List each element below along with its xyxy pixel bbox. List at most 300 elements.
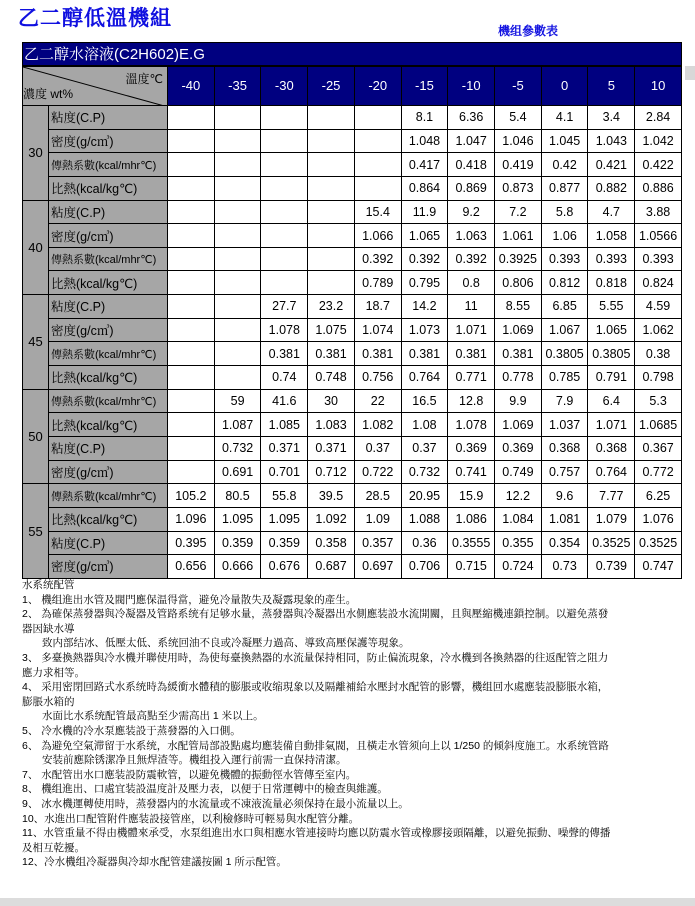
value-cell: 0.724 [495,555,542,579]
value-cell: 0.712 [308,460,355,484]
value-cell: 27.7 [261,295,308,319]
value-cell: 0.368 [588,436,635,460]
value-cell: 1.071 [448,318,495,342]
note-item: 11、水管重量不得由機體來承受，水泵组進出水口與相應水管連接時均應以防震水管或橡膠接頭隔離，以避免振動、噪聲的傳播及相互乾擾。 [22,827,611,854]
temperature-header: -25 [308,66,355,106]
value-cell: 105.2 [168,484,215,508]
note-item: 9、 冰水機運轉使用時，蒸發器内的水流量或不凍液流量必须保持在最小流量以上。 [22,797,409,810]
table-caption: 乙二醇水溶液(C2H602)E.G [23,43,682,66]
value-cell: 11.9 [401,200,448,224]
table-row [23,106,682,130]
value-cell [168,318,215,342]
value-cell: 0.393 [588,247,635,271]
value-cell: 0.371 [308,436,355,460]
value-cell: 15.4 [354,200,401,224]
value-cell: 7.77 [588,484,635,508]
value-cell [308,224,355,248]
note-item: 8、 機组進出、口處宜装設温度計及壓力表，以便于日常運轉中的檢查與維護。 [22,783,388,796]
value-cell: 0.355 [495,531,542,555]
property-label: 密度(g/c㎥) [49,224,168,248]
value-cell: 0.886 [635,176,682,200]
value-cell: 0.656 [168,555,215,579]
value-cell: 0.371 [261,436,308,460]
concentration-cell: 50 [23,389,49,484]
value-cell: 1.076 [635,507,682,531]
value-cell: 1.083 [308,413,355,437]
value-cell [308,106,355,130]
value-cell: 1.045 [541,129,588,153]
value-cell [308,271,355,295]
property-label: 比熱(kcal/kg℃) [49,176,168,200]
value-cell: 0.864 [401,176,448,200]
note-item: 水面比水系统配管最高點至少需高出 1 米以上。 [42,710,264,723]
value-cell: 0.392 [354,247,401,271]
value-cell: 0.747 [635,555,682,579]
value-cell: 1.09 [354,507,401,531]
value-cell: 1.086 [448,507,495,531]
concentration-cell: 55 [23,484,49,579]
value-cell: 0.393 [541,247,588,271]
property-label: 密度(g/c㎥) [49,129,168,153]
value-cell: 0.732 [214,436,261,460]
value-cell: 55.8 [261,484,308,508]
temperature-header: -35 [214,66,261,106]
temperature-axis-label: 溫度℃ [125,71,163,86]
value-cell [308,129,355,153]
value-cell: 0.422 [635,153,682,177]
value-cell [261,129,308,153]
property-label: 傳熱系數(kcal/mhr℃) [49,247,168,271]
value-cell: 0.764 [588,460,635,484]
value-cell [168,271,215,295]
value-cell: 1.095 [261,507,308,531]
value-cell: 9.9 [495,389,542,413]
value-cell [168,153,215,177]
value-cell: 1.08 [401,413,448,437]
value-cell: 7.2 [495,200,542,224]
page-subtitle: 機组參數表 [498,24,559,38]
value-cell: 1.066 [354,224,401,248]
temperature-header: -30 [261,66,308,106]
value-cell: 0.37 [401,436,448,460]
value-cell: 1.042 [635,129,682,153]
value-cell: 0.3525 [588,531,635,555]
value-cell: 0.359 [261,531,308,555]
property-label: 傳熱系數(kcal/mhr℃) [49,342,168,366]
value-cell: 0.395 [168,531,215,555]
value-cell: 0.3555 [448,531,495,555]
value-cell: 6.25 [635,484,682,508]
concentration-cell: 30 [23,106,49,201]
value-cell [168,295,215,319]
notes-section [22,578,612,870]
value-cell: 1.078 [448,413,495,437]
value-cell: 0.3805 [541,342,588,366]
property-label: 密度(g/c㎥) [49,318,168,342]
value-cell: 1.087 [214,413,261,437]
note-item: 2、 為確保蒸發器與冷凝器及管路系统有足够水量，蒸發器與冷凝器出水側應装設水流開關，且與壓縮機連鎖控制。以避免蒸發器因缺水導 [22,608,609,635]
property-label: 粘度(C.P) [49,531,168,555]
value-cell: 1.085 [261,413,308,437]
value-cell: 0.37 [354,436,401,460]
value-cell: 6.85 [541,295,588,319]
table-row [23,200,682,224]
value-cell: 0.357 [354,531,401,555]
temperature-header: 5 [588,66,635,106]
table-row [23,389,682,413]
value-cell: 11 [448,295,495,319]
value-cell: 0.354 [541,531,588,555]
value-cell [261,153,308,177]
note-item: 7、 水配管出水口應装設防震軟管，以避免機體的振動徑水管傳至室内。 [22,768,357,781]
value-cell: 0.358 [308,531,355,555]
table-row [23,129,682,153]
value-cell [214,366,261,390]
value-cell: 0.749 [495,460,542,484]
value-cell [354,176,401,200]
value-cell [168,460,215,484]
value-cell: 1.069 [495,413,542,437]
table-row [23,366,682,390]
value-cell [354,153,401,177]
value-cell [214,200,261,224]
header-row [23,66,682,106]
value-cell: 0.418 [448,153,495,177]
value-cell: 30 [308,389,355,413]
value-cell [308,176,355,200]
value-cell: 3.4 [588,106,635,130]
value-cell [214,342,261,366]
value-cell: 0.676 [261,555,308,579]
value-cell [168,176,215,200]
value-cell [261,176,308,200]
value-cell [168,106,215,130]
temperature-header: -15 [401,66,448,106]
value-cell [214,318,261,342]
value-cell: 1.075 [308,318,355,342]
value-cell [168,436,215,460]
value-cell: 6.36 [448,106,495,130]
value-cell [168,129,215,153]
value-cell: 1.0566 [635,224,682,248]
value-cell: 22 [354,389,401,413]
scrollbar-stub [685,66,695,80]
value-cell: 1.082 [354,413,401,437]
value-cell [261,200,308,224]
value-cell [308,153,355,177]
value-cell: 0.715 [448,555,495,579]
value-cell: 1.065 [588,318,635,342]
value-cell: 1.061 [495,224,542,248]
value-cell: 0.38 [635,342,682,366]
value-cell: 0.381 [354,342,401,366]
table-row [23,507,682,531]
value-cell: 1.079 [588,507,635,531]
note-item: 5、 冷水機的冷水泵應装設于蒸發器的入口側。 [22,724,241,737]
value-cell: 0.367 [635,436,682,460]
value-cell: 9.6 [541,484,588,508]
note-item: 3、 多臺換熱器與冷水機并聯使用時，為使每臺換熱器的水流量保持相同，防止偏流現象，冷水機到各換熱器的往返配管之阻力應力求相等。 [22,651,609,679]
note-item: 1、 機组進出水管及閥門應保温得當，避免冷量散失及凝露現象的產生。 [22,593,357,606]
bottom-bar [0,898,695,906]
value-cell: 1.062 [635,318,682,342]
table-row [23,247,682,271]
value-cell: 1.088 [401,507,448,531]
value-cell: 5.8 [541,200,588,224]
value-cell: 0.732 [401,460,448,484]
table-row [23,484,682,508]
value-cell: 18.7 [354,295,401,319]
property-label: 粘度(C.P) [49,295,168,319]
value-cell: 4.1 [541,106,588,130]
value-cell [214,295,261,319]
table-row [23,555,682,579]
table-row [23,460,682,484]
value-cell: 0.36 [401,531,448,555]
temperature-header: -40 [168,66,215,106]
value-cell: 0.3525 [635,531,682,555]
value-cell: 0.381 [495,342,542,366]
value-cell [354,129,401,153]
value-cell: 14.2 [401,295,448,319]
value-cell: 59 [214,389,261,413]
value-cell: 0.359 [214,531,261,555]
value-cell: 8.1 [401,106,448,130]
value-cell: 8.55 [495,295,542,319]
table-row [23,436,682,460]
value-cell [214,106,261,130]
value-cell [261,247,308,271]
value-cell [168,247,215,271]
value-cell: 0.756 [354,366,401,390]
value-cell: 12.8 [448,389,495,413]
value-cell: 16.5 [401,389,448,413]
value-cell: 0.882 [588,176,635,200]
value-cell: 0.795 [401,271,448,295]
property-label: 粘度(C.P) [49,436,168,460]
value-cell [168,366,215,390]
value-cell [168,342,215,366]
value-cell: 0.393 [635,247,682,271]
value-cell: 0.706 [401,555,448,579]
temperature-header: 10 [635,66,682,106]
value-cell: 7.9 [541,389,588,413]
value-cell [308,247,355,271]
value-cell: 0.785 [541,366,588,390]
value-cell: 0.42 [541,153,588,177]
value-cell: 0.873 [495,176,542,200]
value-cell: 1.081 [541,507,588,531]
value-cell: 0.722 [354,460,401,484]
value-cell [261,271,308,295]
property-label: 比熱(kcal/kg℃) [49,507,168,531]
value-cell: 0.419 [495,153,542,177]
value-cell: 0.771 [448,366,495,390]
value-cell: 1.092 [308,507,355,531]
value-cell: 0.687 [308,555,355,579]
value-cell: 1.063 [448,224,495,248]
notes-heading: 水系统配管 [22,579,75,591]
property-label: 密度(g/c㎥) [49,555,168,579]
value-cell: 2.84 [635,106,682,130]
value-cell: 39.5 [308,484,355,508]
table-row [23,531,682,555]
note-item: 6、 為避免空氣滞留于水系统，水配管局部設點處均應装備自動排氣閥，且橫走水管须向上以 1/250 的倾斜度施工。水系统管路安装前應除锈潔净且無焊渣等。機组投入運行前需一直保持清潔。 [22,739,609,767]
value-cell [168,200,215,224]
temperature-header: -20 [354,66,401,106]
value-cell: 0.74 [261,366,308,390]
value-cell: 0.421 [588,153,635,177]
value-cell: 0.381 [261,342,308,366]
value-cell: 0.789 [354,271,401,295]
page-title: 乙二醇低溫機組 [18,7,172,30]
table-row [23,271,682,295]
value-cell: 0.8 [448,271,495,295]
value-cell: 15.9 [448,484,495,508]
value-cell: 1.06 [541,224,588,248]
value-cell: 0.697 [354,555,401,579]
value-cell: 0.73 [541,555,588,579]
value-cell: 1.048 [401,129,448,153]
table-row [23,153,682,177]
parameter-table [22,42,682,579]
value-cell: 1.073 [401,318,448,342]
value-cell: 1.071 [588,413,635,437]
temperature-header: -5 [495,66,542,106]
value-cell: 4.59 [635,295,682,319]
value-cell: 1.047 [448,129,495,153]
value-cell: 0.691 [214,460,261,484]
value-cell [214,153,261,177]
value-cell: 0.368 [541,436,588,460]
value-cell: 6.4 [588,389,635,413]
table-row [23,318,682,342]
value-cell: 41.6 [261,389,308,413]
table-row [23,224,682,248]
value-cell: 0.381 [448,342,495,366]
value-cell: 0.392 [401,247,448,271]
value-cell: 1.096 [168,507,215,531]
value-cell: 0.772 [635,460,682,484]
table-row [23,176,682,200]
value-cell: 1.0685 [635,413,682,437]
concentration-axis-label: 濃度 wt% [23,87,74,101]
value-cell: 0.778 [495,366,542,390]
value-cell [214,271,261,295]
value-cell: 1.058 [588,224,635,248]
value-cell: 0.417 [401,153,448,177]
property-label: 密度(g/c㎥) [49,460,168,484]
value-cell: 0.764 [401,366,448,390]
value-cell: 1.078 [261,318,308,342]
value-cell: 1.065 [401,224,448,248]
note-item: 12、冷水機组冷凝器與冷却水配管建議按圖 1 所示配管。 [22,856,287,869]
value-cell [214,176,261,200]
value-cell: 0.791 [588,366,635,390]
value-cell: 1.067 [541,318,588,342]
value-cell: 9.2 [448,200,495,224]
note-item: 致内部结冰、低壓太低、系统回油不良或冷凝壓力過高、導致高壓保護等現象。 [42,637,410,650]
value-cell [261,224,308,248]
value-cell [214,129,261,153]
property-label: 傳熱系數(kcal/mhr℃) [49,153,168,177]
value-cell: 0.381 [401,342,448,366]
concentration-cell: 45 [23,295,49,390]
value-cell: 28.5 [354,484,401,508]
property-label: 比熱(kcal/kg℃) [49,271,168,295]
value-cell: 1.074 [354,318,401,342]
value-cell [214,224,261,248]
property-label: 比熱(kcal/kg℃) [49,366,168,390]
value-cell: 4.7 [588,200,635,224]
value-cell: 1.046 [495,129,542,153]
value-cell [354,106,401,130]
value-cell: 1.095 [214,507,261,531]
property-label: 傳熱系數(kcal/mhr℃) [49,484,168,508]
value-cell: 0.369 [448,436,495,460]
property-label: 粘度(C.P) [49,106,168,130]
value-cell: 1.037 [541,413,588,437]
value-cell [308,200,355,224]
note-item: 10、水進出口配管附件應装設接管座，以利檢修時可輕易與水配管分離。 [22,812,360,825]
value-cell: 0.824 [635,271,682,295]
value-cell [168,389,215,413]
corner-header [23,66,168,106]
value-cell: 23.2 [308,295,355,319]
property-label: 傳熱系數(kcal/mhr℃) [49,389,168,413]
value-cell: 1.043 [588,129,635,153]
value-cell: 0.3925 [495,247,542,271]
value-cell: 0.877 [541,176,588,200]
property-label: 粘度(C.P) [49,200,168,224]
value-cell: 80.5 [214,484,261,508]
value-cell: 5.3 [635,389,682,413]
value-cell: 12.2 [495,484,542,508]
value-cell: 0.381 [308,342,355,366]
value-cell: 0.818 [588,271,635,295]
value-cell: 3.88 [635,200,682,224]
value-cell [214,247,261,271]
value-cell: 0.369 [495,436,542,460]
value-cell: 0.798 [635,366,682,390]
value-cell: 0.739 [588,555,635,579]
concentration-cell: 40 [23,200,49,295]
table-row [23,342,682,366]
value-cell [261,106,308,130]
temperature-header: 0 [541,66,588,106]
temperature-header: -10 [448,66,495,106]
value-cell [168,413,215,437]
table-row [23,295,682,319]
value-cell: 0.806 [495,271,542,295]
value-cell: 5.4 [495,106,542,130]
value-cell: 0.757 [541,460,588,484]
value-cell: 0.869 [448,176,495,200]
value-cell [168,224,215,248]
property-label: 比熱(kcal/kg℃) [49,413,168,437]
value-cell: 0.748 [308,366,355,390]
note-item: 4、 采用密閉回路式水系统時為緩衝水體積的膨脹或收缩現象以及隔離補給水壓封水配管的影響，機组回水處應装設膨脹水箱，膨脹水箱的 [22,681,609,708]
value-cell: 5.55 [588,295,635,319]
value-cell: 0.392 [448,247,495,271]
value-cell: 20.95 [401,484,448,508]
value-cell: 1.069 [495,318,542,342]
value-cell: 0.741 [448,460,495,484]
table-row [23,413,682,437]
value-cell: 1.084 [495,507,542,531]
value-cell: 0.3805 [588,342,635,366]
value-cell: 0.666 [214,555,261,579]
